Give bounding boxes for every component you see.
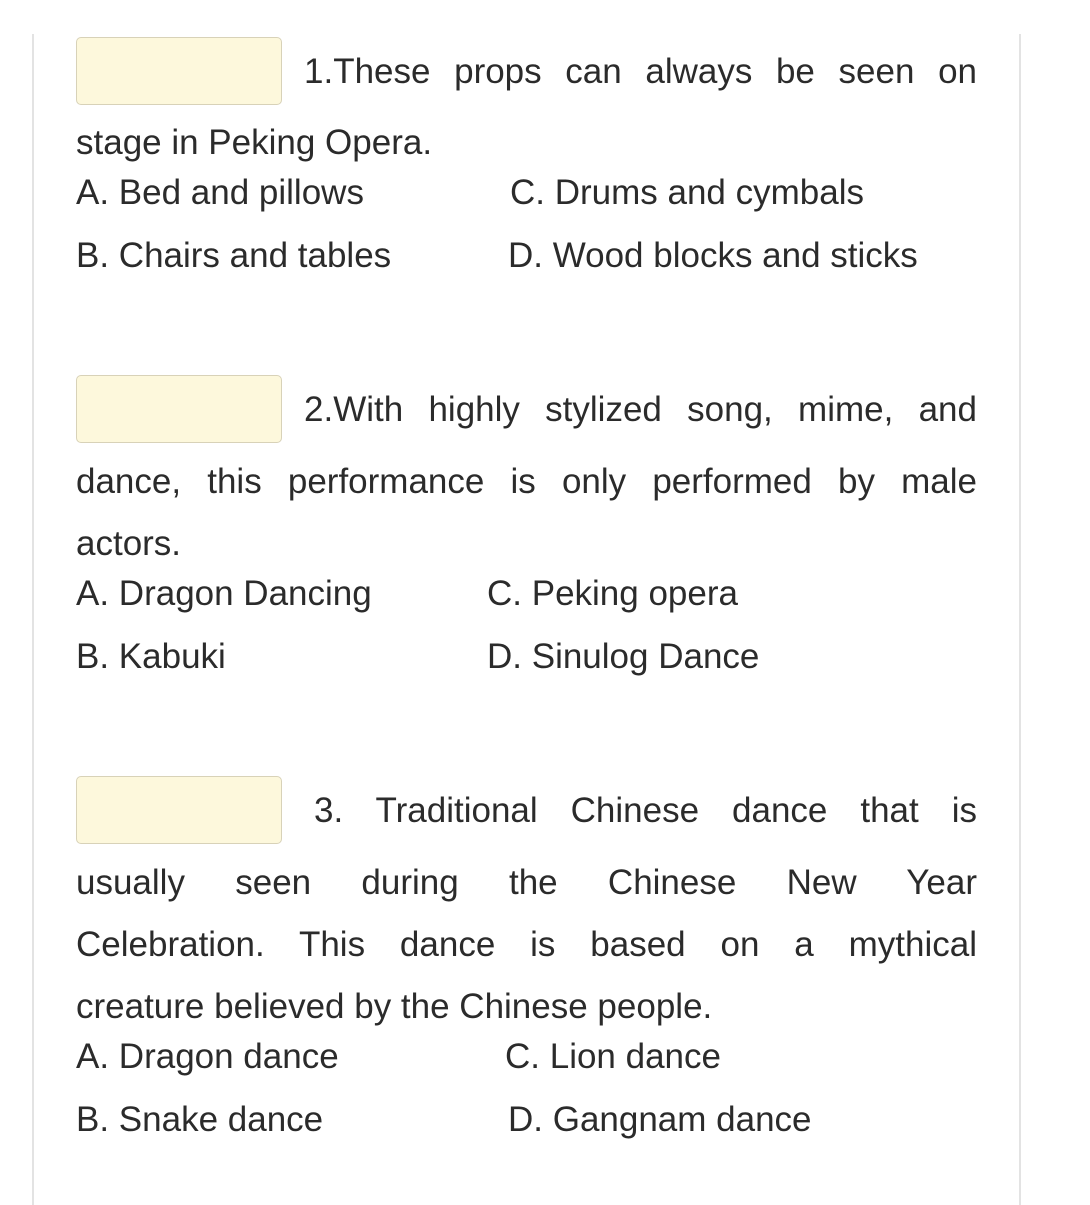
question-2 [76, 375, 977, 701]
option-3a[interactable]: A. Dragon dance [76, 1037, 339, 1076]
question-3-text-line-3: Celebration. This dance is based on a mythical [76, 925, 977, 964]
question-2-text-line-1: 2.With highly stylized song, mime, and [304, 390, 977, 429]
option-3c[interactable]: C. Lion dance [505, 1037, 721, 1076]
left-border [32, 34, 34, 1205]
question-1-text-line-2: stage in Peking Opera. [76, 123, 433, 162]
question-3-header [76, 776, 977, 846]
question-3-text-rest [76, 852, 977, 1038]
option-2b[interactable]: B. Kabuki [76, 637, 226, 676]
question-1 [76, 37, 977, 300]
question-3-options [76, 1038, 977, 1164]
question-2-options [76, 575, 977, 701]
option-1b[interactable]: B. Chairs and tables [76, 236, 392, 275]
answer-box-2[interactable] [76, 375, 282, 443]
option-1c[interactable]: C. Drums and cymbals [510, 173, 864, 212]
answer-box-3[interactable] [76, 776, 282, 844]
option-1a[interactable]: A. Bed and pillows [76, 173, 364, 212]
option-2a[interactable]: A. Dragon Dancing [76, 574, 372, 613]
question-2-text-rest [76, 451, 977, 575]
question-3-text-line-1: 3. Traditional Chinese dance that is [314, 791, 977, 830]
right-border [1019, 34, 1021, 1205]
question-3-text-line-2: usually seen during the Chinese New Year [76, 863, 977, 902]
question-3 [76, 776, 977, 1164]
question-1-text-line-1: 1.These props can always be seen on [304, 52, 977, 91]
question-1-text-rest [76, 112, 977, 174]
question-2-header [76, 375, 977, 445]
option-3d[interactable]: D. Gangnam dance [508, 1100, 812, 1139]
question-2-text-line-2: dance, this performance is only performed by male [76, 462, 977, 501]
question-3-text-line-4: creature believed by the Chinese people. [76, 987, 713, 1026]
option-2c[interactable]: C. Peking opera [487, 574, 738, 613]
question-1-options [76, 174, 977, 300]
question-2-text-line-3: actors. [76, 524, 182, 563]
answer-box-1[interactable] [76, 37, 282, 105]
question-1-header [76, 37, 977, 107]
option-3b[interactable]: B. Snake dance [76, 1100, 324, 1139]
option-2d[interactable]: D. Sinulog Dance [487, 637, 760, 676]
option-1d[interactable]: D. Wood blocks and sticks [508, 236, 918, 275]
